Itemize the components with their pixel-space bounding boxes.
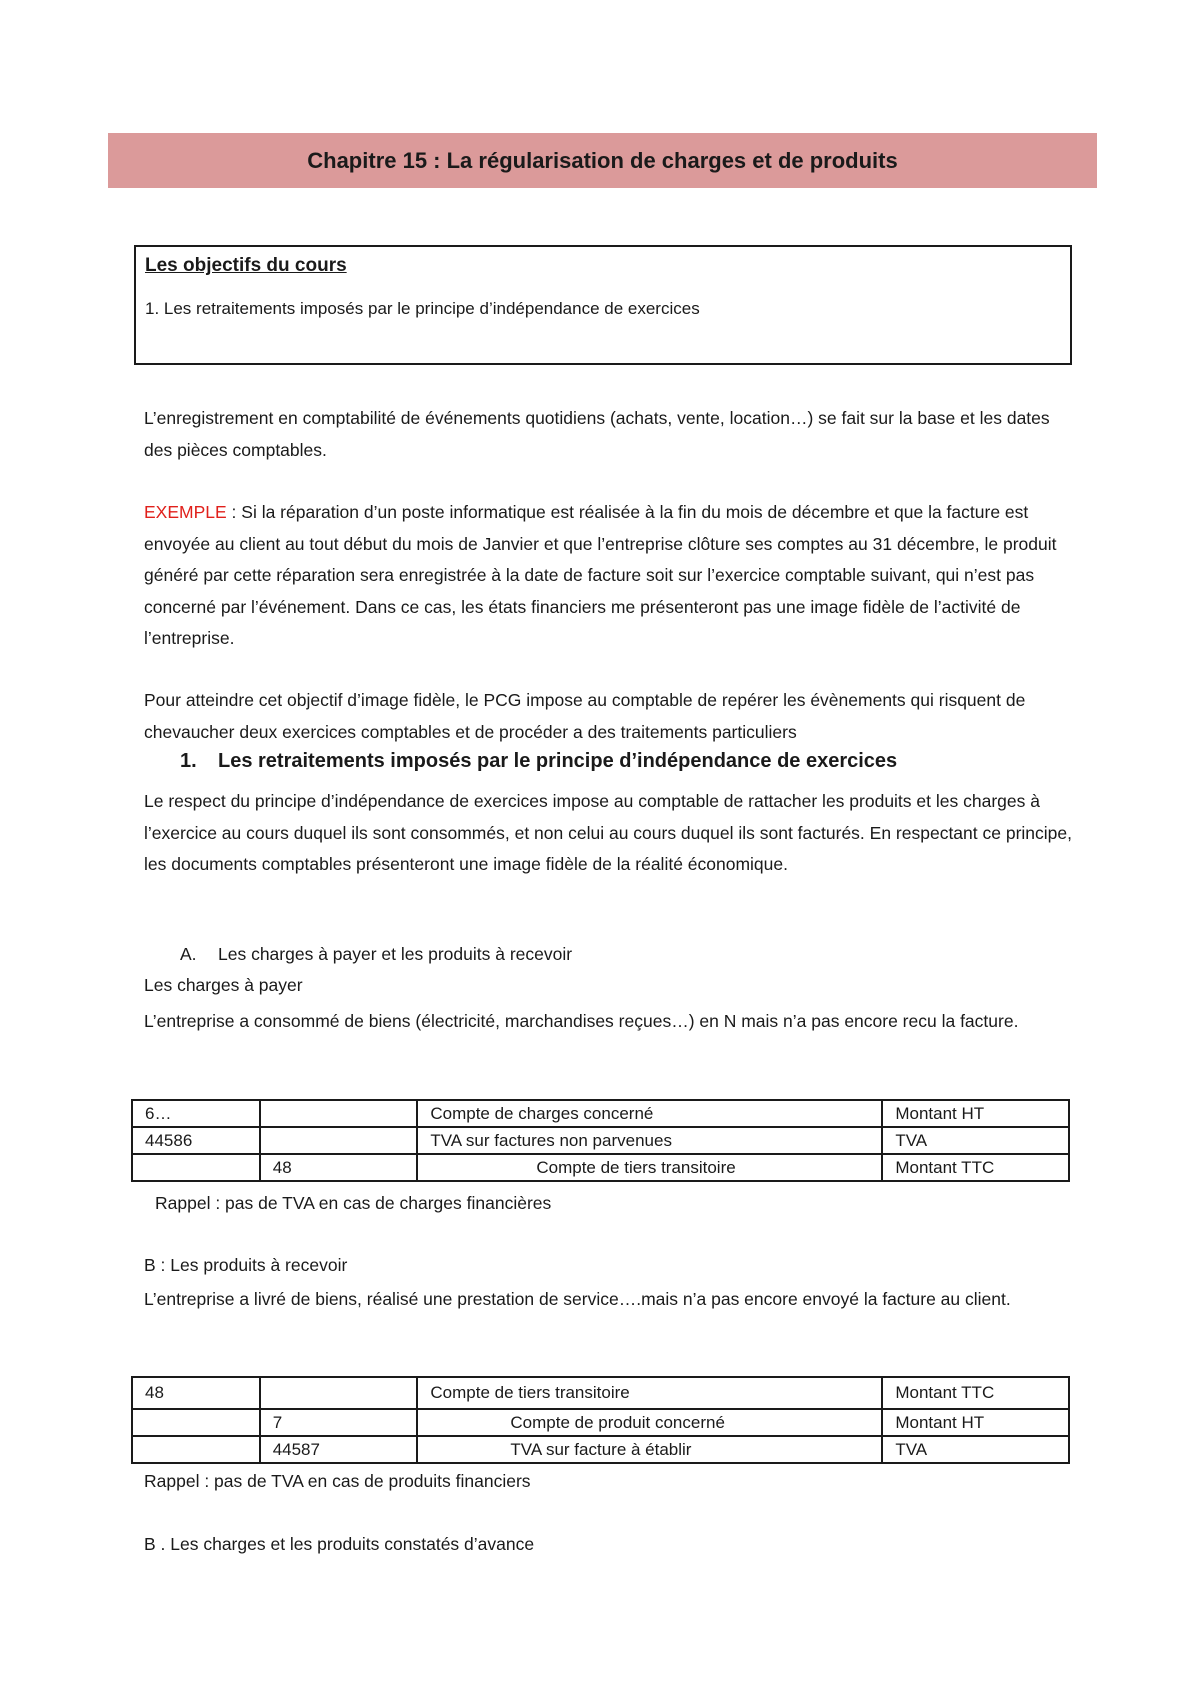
table-row	[132, 1154, 1069, 1181]
section-1-title	[180, 750, 897, 773]
table-cell: 6…	[132, 1100, 260, 1127]
table-row	[132, 1377, 1069, 1409]
table-cell: TVA	[882, 1127, 1069, 1154]
table-cell	[132, 1436, 260, 1463]
table-cell: TVA sur facture à établir	[417, 1436, 882, 1463]
example-label: EXEMPLE	[144, 502, 227, 522]
table-cell: Montant TTC	[882, 1377, 1069, 1409]
table-cell	[260, 1100, 418, 1127]
charges-rappel: Rappel : pas de TVA en cas de charges financières	[155, 1193, 552, 1213]
table-row	[132, 1436, 1069, 1463]
table-row	[132, 1409, 1069, 1436]
table-cell: 48	[132, 1377, 260, 1409]
subsection-a-letter: A.	[180, 944, 197, 964]
table-row	[132, 1100, 1069, 1127]
table-cell: 44587	[260, 1436, 418, 1463]
example-text: : Si la réparation d’un poste informatique est réalisée à la fin du mois de décembre et que la facture est envoyée au client au tout début du mois de Janvier et que l’entreprise clôture ses comptes au 31 décembre, le produit généré par cette réparation sera enregistrée à la date de facture soit sur l’exercice comptable suivant, qui n’est pas concerné par l’événement. Dans ce cas, les états financiers me présenteront pas une image fidèle de l’activité de l’entreprise.	[144, 502, 1057, 648]
example-paragraph	[144, 497, 1074, 655]
table-cell: Montant TTC	[882, 1154, 1069, 1181]
section-1-number: 1.	[180, 750, 197, 772]
subsection-a-title-text: Les charges à payer et les produits à recevoir	[218, 944, 573, 964]
table-cell: Montant HT	[882, 1409, 1069, 1436]
table-cell: 7	[260, 1409, 418, 1436]
table-cell: 44586	[132, 1127, 260, 1154]
subsection-a-title	[180, 944, 572, 965]
subsection-b2-heading: B . Les charges et les produits constatés d’avance	[144, 1534, 535, 1554]
table-cell	[260, 1127, 418, 1154]
objective-paragraph: Pour atteindre cet objectif d’image fidèle, le PCG impose au comptable de repérer les évènements qui risquent de chevaucher deux exercices comptables et de procéder a des traitements particuliers	[144, 690, 1026, 742]
objectives-heading: Les objectifs du cours	[145, 255, 347, 276]
table-cell: Compte de tiers transitoire	[417, 1154, 882, 1181]
table-cell	[132, 1154, 260, 1181]
table-cell: TVA	[882, 1436, 1069, 1463]
table-row	[132, 1127, 1069, 1154]
subsection-b-heading: B : Les produits à recevoir	[144, 1255, 348, 1275]
section-1-body: Le respect du principe d’indépendance de exercices impose au comptable de rattacher les produits et les charges à l’exercice au cours duquel ils sont consommés, et non celui au cours duquel ils sont facturés. En respectant ce principe, les documents comptables présenteront une image fidèle de la réalité économique.	[144, 791, 1072, 874]
chapter-title: Chapitre 15 : La régularisation de charges et de produits	[108, 133, 1097, 188]
table-cell: Compte de produit concerné	[417, 1409, 882, 1436]
charges-heading: Les charges à payer	[144, 975, 303, 995]
table-cell: Compte de charges concerné	[417, 1100, 882, 1127]
table-cell: TVA sur factures non parvenues	[417, 1127, 882, 1154]
section-1-title-text: Les retraitements imposés par le principe d’indépendance de exercices	[218, 750, 898, 772]
produits-rappel: Rappel : pas de TVA en cas de produits financiers	[144, 1471, 531, 1491]
table-cell: Compte de tiers transitoire	[417, 1377, 882, 1409]
table-cell	[260, 1377, 418, 1409]
produits-journal-table	[131, 1376, 1070, 1464]
table-cell	[132, 1409, 260, 1436]
charges-journal-table	[131, 1099, 1070, 1182]
charges-text: L’entreprise a consommé de biens (électricité, marchandises reçues…) en N mais n’a pas encore recu la facture.	[144, 1011, 1019, 1031]
table-cell: Montant HT	[882, 1100, 1069, 1127]
table-cell: 48	[260, 1154, 418, 1181]
subsection-b-text: L’entreprise a livré de biens, réalisé une prestation de service….mais n’a pas encore envoyé la facture au client.	[144, 1289, 1011, 1309]
objectives-item-1: 1. Les retraitements imposés par le principe d’indépendance de exercices	[145, 299, 700, 318]
intro-paragraph: L’enregistrement en comptabilité de événements quotidiens (achats, vente, location…) se fait sur la base et les dates des pièces comptables.	[144, 408, 1050, 460]
objectives-box	[134, 245, 1072, 365]
